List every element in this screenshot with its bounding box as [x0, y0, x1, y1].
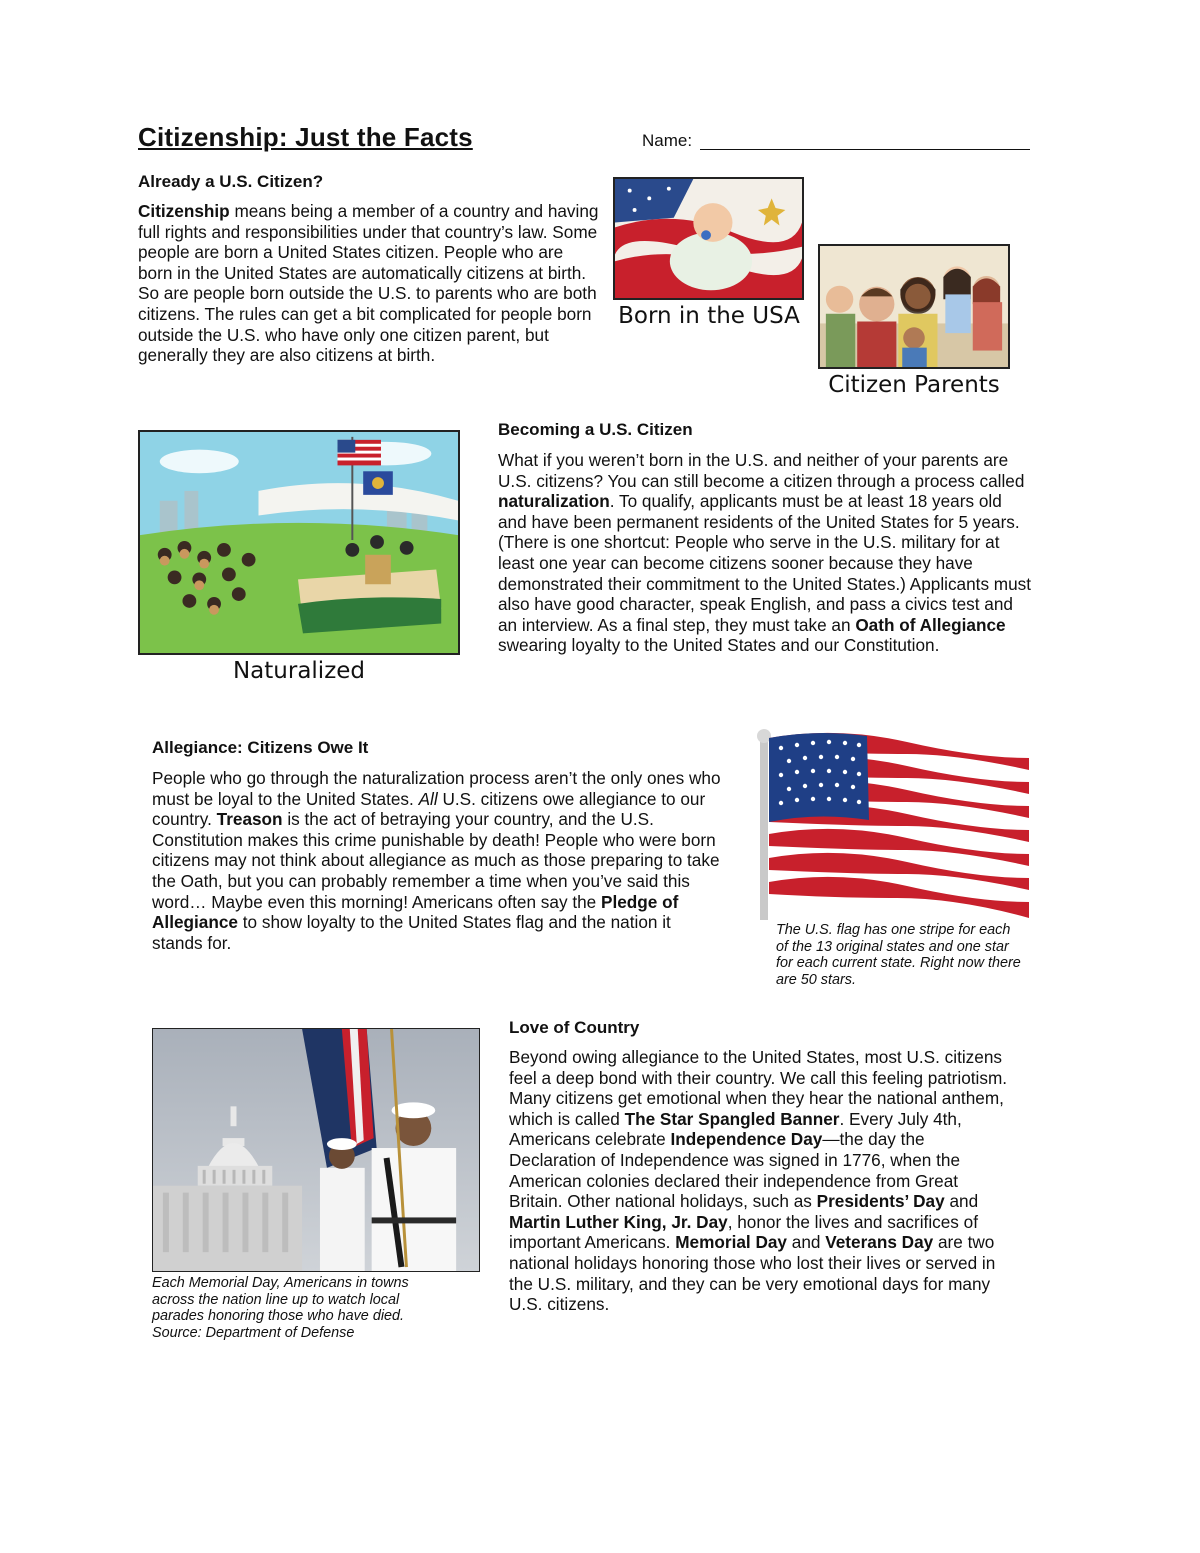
flag-caption: The U.S. flag has one stripe for each of the 13 original states and one star for each current state. Right now there are 50 stars.	[776, 922, 1021, 988]
term-veterans-day: Veterans Day	[825, 1232, 934, 1253]
term-oath-of-allegiance: Oath of Allegiance	[855, 614, 1006, 635]
caption-born-in-usa: Born in the USA	[618, 303, 800, 329]
us-flag-illustration	[757, 728, 1029, 920]
term-naturalization: naturalization	[498, 491, 610, 512]
caption-naturalized: Naturalized	[232, 658, 366, 684]
section-text-allegiance: People who go through the naturalization process aren’t the only ones who must be loyal to the United States. All U.S. citizens owe allegiance to our country. Treason is the act of betraying your country, and the U.S. Constitution makes this crime punishable by death! People who were born citizens may not think about allegiance as much as those preparing to take the Oath, but you can probably remember a time when you’ve said this word… Maybe even this morning! Americans often say the Pledge of Allegiance to show loyalty to the United States flag and the nation it stands for.	[152, 768, 721, 953]
name-label: Name:	[642, 131, 693, 150]
citizen-parents-illustration	[818, 244, 1010, 369]
section-heading-allegiance: Allegiance: Citizens Owe It	[152, 738, 369, 757]
section-heading-becoming-citizen: Becoming a U.S. Citizen	[498, 420, 693, 439]
caption-citizen-parents: Citizen Parents	[828, 372, 1000, 398]
term-presidents-day: Presidents’ Day	[816, 1191, 945, 1212]
naturalized-ceremony-illustration	[138, 430, 460, 655]
section-text-already-citizen: Citizenship means being a member of a country and having full rights and responsibilities under that country’s law. Some people are born a United States citizen. People who are born in the United States are automatically citizens at birth. So are people born outside the U.S. to parents who are both citizens. The rules can get a bit complicated for people born outside the U.S. who have only one citizen parent, but generally they are also citizens at birth.	[138, 201, 599, 366]
emphasis-all: All	[418, 788, 438, 809]
term-star-spangled-banner: The Star Spangled Banner	[624, 1108, 840, 1129]
section-heading-already-citizen: Already a U.S. Citizen?	[138, 172, 324, 191]
term-citizenship: Citizenship	[138, 201, 230, 221]
section-heading-love-of-country: Love of Country	[509, 1018, 640, 1037]
term-mlk-day: Martin Luther King, Jr. Day	[509, 1211, 728, 1232]
section-text-becoming-citizen: What if you weren’t born in the U.S. and neither of your parents are U.S. citizens? You can still become a citizen through a process called naturalization. To qualify, applicants must be at least 18 years old and have been permanent residents of the United States for 5 years. (There is one shortcut: People who serve in the U.S. military for at least one year can become citizens sooner because they have demonstrated their commitment to the United States.) Applicants must also have good character, speak English, and pass a civics test and an interview. As a final step, they must take an Oath of Allegiance swearing loyalty to the United States and our Constitution.	[498, 450, 1032, 656]
memorial-day-parade-photo	[152, 1028, 480, 1272]
section-text-love-of-country: Beyond owing allegiance to the United States, most U.S. citizens feel a deep bond with their country. We call this feeling patriotism. Many citizens get emotional when they hear the national anthem, which is called The Star Spangled Banner. Every July 4th, Americans celebrate Independence Day—the day the Declaration of Independence was signed in 1776, when the American colonies declared their independence from Great Britain. Other national holidays, such as Presidents’ Day and Martin Luther King, Jr. Day, honor the lives and sacrifices of important Americans. Memorial Day and Veterans Day are two national holidays honoring those who lost their lives or served in the U.S. military, and they can be very emotional days for many U.S. citizens.	[509, 1047, 1008, 1315]
born-in-usa-illustration	[613, 177, 804, 300]
term-treason: Treason	[216, 809, 283, 830]
term-independence-day: Independence Day	[670, 1129, 823, 1150]
page-title: Citizenship: Just the Facts	[138, 122, 473, 152]
term-memorial-day: Memorial Day	[675, 1232, 787, 1253]
term-pledge-of-allegiance: Pledge of Allegiance	[152, 891, 679, 933]
photo-caption: Each Memorial Day, Americans in towns across the nation line up to watch local parades honoring those who have died. Source: Department of Defense	[152, 1275, 409, 1341]
name-field-line[interactable]	[700, 149, 1030, 150]
